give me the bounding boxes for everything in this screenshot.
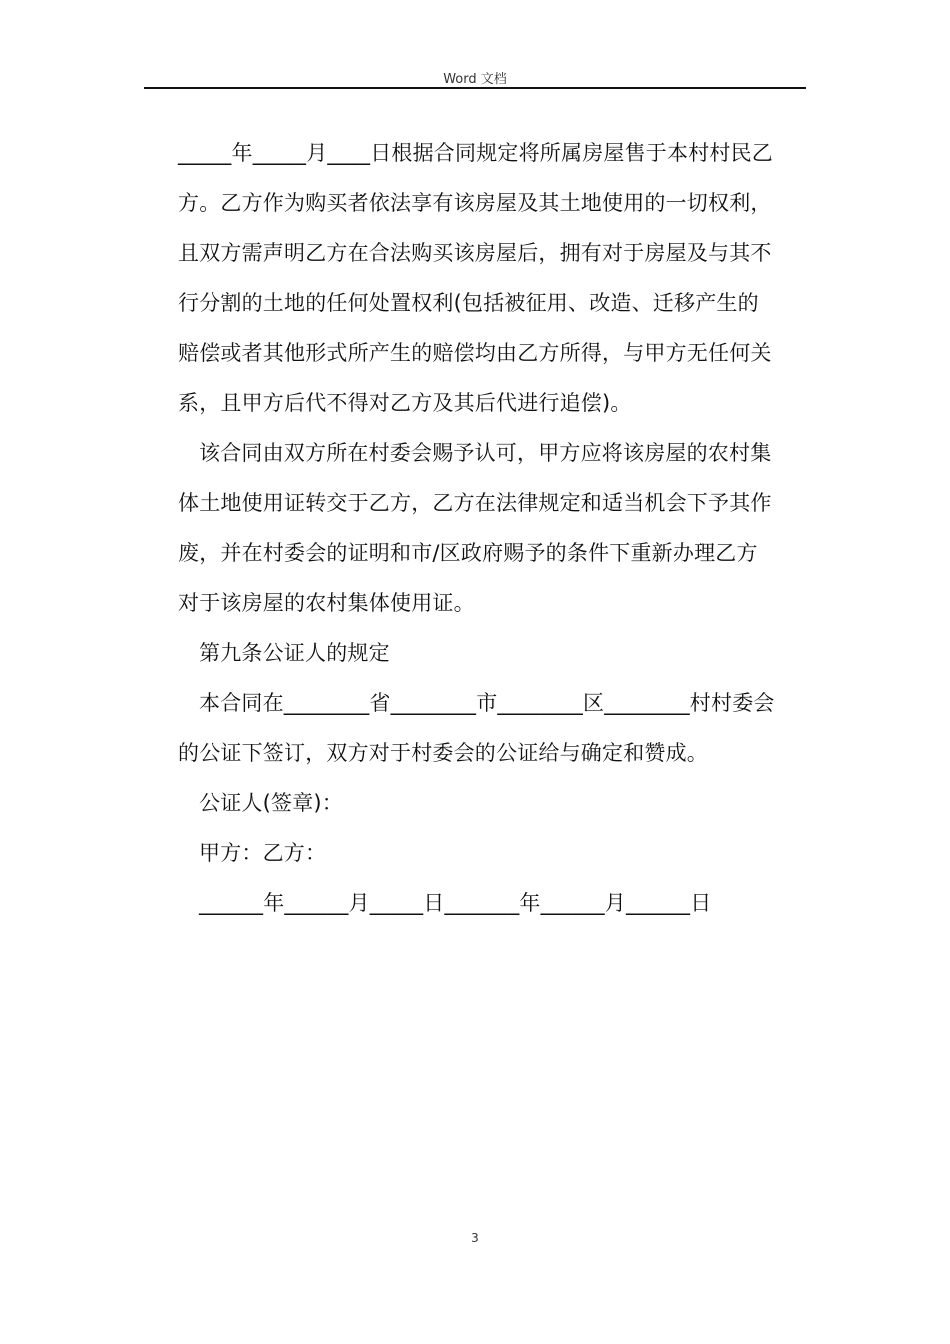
document-body (178, 128, 802, 928)
paragraph-line: 该合同由双方所在村委会赐予认可，甲方应将该房屋的农村集 (199, 441, 772, 465)
document-header-title: Word 文档 (443, 72, 507, 87)
header-divider (144, 87, 806, 89)
paragraph-line: 行分割的土地的任何处置权利(包括被征用、改造、迁移产生的 (178, 291, 759, 315)
paragraph-line: 方。乙方作为购买者依法享有该房屋及其土地使用的一切权利， (178, 191, 772, 215)
paragraph-line: 赔偿或者其他形式所产生的赔偿均由乙方所得，与甲方无任何关 (178, 341, 772, 365)
paragraph-line: 对于该房屋的农村集体使用证。 (178, 591, 475, 615)
paragraph-line: _____年_____月____日根据合同规定将所属房屋售于本村村民乙 (178, 141, 773, 165)
paragraph-line: 系，且甲方后代不得对乙方及其后代进行追偿)。 (178, 391, 632, 415)
date-line: ______年______月_____日_______年______月______日 (199, 891, 712, 915)
notary-signature-line: 公证人(签章)： (199, 791, 343, 815)
page-number: 3 (471, 1231, 479, 1245)
paragraph-line: 的公证下签订，双方对于村委会的公证给与确定和赞成。 (178, 741, 708, 765)
parties-line: 甲方：乙方： (199, 841, 327, 865)
paragraph-line: 本合同在________省________市________区________村村委会 (199, 691, 775, 715)
paragraph-line: 体土地使用证转交于乙方，乙方在法律规定和适当机会下予其作 (178, 491, 772, 515)
paragraph-line: 且双方需声明乙方在合法购买该房屋后，拥有对于房屋及与其不 (178, 241, 772, 265)
paragraph-line: 废，并在村委会的证明和市/区政府赐予的条件下重新办理乙方 (178, 541, 758, 565)
section-heading: 第九条公证人的规定 (199, 641, 390, 665)
